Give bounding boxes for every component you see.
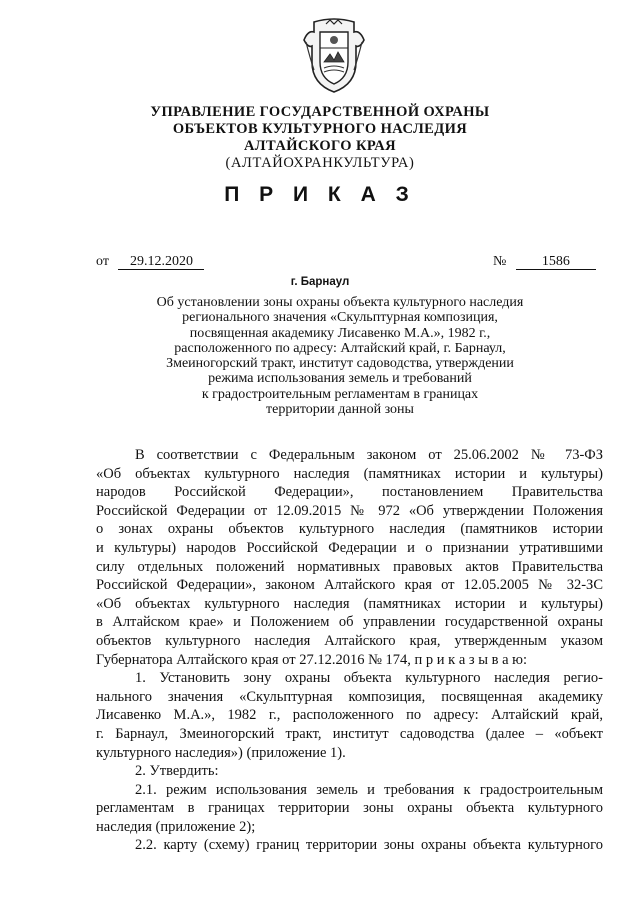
body-line: культурного наследия») (приложение 1).: [96, 744, 346, 761]
number-prefix: №: [493, 254, 507, 269]
org-name-line1: УПРАВЛЕНИЕ ГОСУДАРСТВЕННОЙ ОХРАНЫ: [150, 104, 490, 120]
org-name-line2: ОБЪЕКТОВ КУЛЬТУРНОГО НАСЛЕДИЯ: [172, 121, 468, 137]
subject-line: территории данной зоны: [266, 402, 414, 418]
subject-line: к градостроительным регламентам в границах: [201, 386, 479, 402]
body-line: наследия (приложение 2);: [96, 818, 256, 835]
order-subject: [130, 295, 550, 417]
body-line: 2. Утвердить:: [135, 763, 219, 780]
body-line: народов Российской Федерации», постановлением Правительства: [96, 484, 603, 501]
body-line: о зонах охраны объектов культурного наследия (памятников истории: [96, 521, 603, 538]
org-short-name: (АЛТАЙОХРАНКУЛЬТУРА): [225, 155, 415, 171]
body-line: В соответствии с Федеральным законом от 25.06.2002 № 73-ФЗ: [135, 447, 603, 463]
body-line: Губернатора Алтайского края от 27.12.2016 № 174, п р и к а з ы в а ю:: [96, 651, 528, 668]
body-line: 2.2. карту (схему) границ территории зоны охраны объекта культурного: [135, 837, 603, 854]
number-field: [493, 254, 596, 270]
body-line: 2.1. режим использования земель и требования к градостроительным: [135, 781, 603, 798]
body-line: Российской Федерации от 12.09.2015 № 972 «Об утверждении Положения: [96, 502, 603, 519]
date-value: 29.12.2020: [118, 254, 204, 270]
coat-of-arms-icon: [300, 18, 368, 94]
body-line: Лисавенко М.А.», 1982 г., расположенного по адресу: Алтайский край,: [96, 707, 603, 724]
subject-line: Об установлении зоны охраны объекта культурного наследия: [156, 295, 524, 310]
body-line: в Алтайском крае» и Положением об управлении государственной охраны: [96, 614, 603, 631]
body-line: «Об объектах культурного наследия (памятниках истории и культуры): [96, 465, 603, 482]
subject-line: Змеиногорский тракт, институт садоводства, утверждении: [166, 356, 514, 372]
subject-line: регионального значения «Скульптурная композиция,: [182, 310, 498, 326]
body-line: и культуры) народов Российской Федерации и о признании утратившими: [96, 539, 603, 556]
number-value: 1586: [516, 254, 596, 270]
body-line: регламентам в границах территории зоны охраны объекта культурного: [96, 800, 603, 817]
body-line: объектов культурного наследия Алтайского края, утвержденным указом: [96, 632, 603, 649]
city-label: г. Барнаул: [290, 276, 350, 288]
body-line: «Об объектах культурного наследия (памятниках истории и культуры): [96, 595, 603, 612]
body-line: 1. Установить зону охраны объекта культурного наследия регио-: [135, 670, 603, 687]
document-title: П Р И К А З: [224, 183, 416, 206]
subject-line: режима использования земель и требований: [208, 371, 472, 387]
subject-line: посвященная академику Лисавенко М.А.», 1982 г.,: [189, 325, 491, 341]
date-field: [96, 254, 204, 270]
date-prefix: от: [96, 254, 109, 269]
body-line: нального значения «Скульптурная композиция, посвященная академику: [96, 688, 603, 705]
subject-line: расположенного по адресу: Алтайский край, г. Барнаул,: [174, 340, 506, 356]
body-line: г. Барнаул, Змеиногорский тракт, институт садоводства (далее – «объект: [96, 725, 603, 742]
body-line: Российской Федерации», законом Алтайского края от 12.05.2005 № 32-ЗС: [96, 577, 603, 594]
order-body: [96, 446, 603, 855]
org-name-line3: АЛТАЙСКОГО КРАЯ: [243, 138, 397, 154]
body-line: силу отдельных положений нормативных правовых актов Правительства: [96, 558, 603, 575]
